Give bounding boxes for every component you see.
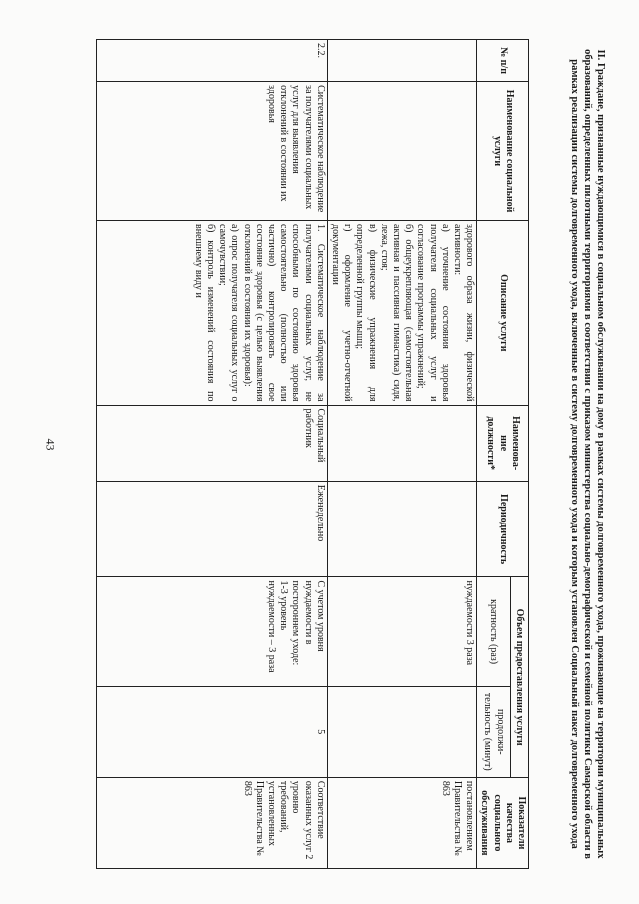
header-service-name: Наименование социальной услуги <box>477 82 529 221</box>
table-row <box>327 40 476 869</box>
page-number: 43 <box>43 438 58 451</box>
header-quality: Показатели качества социального обслуживания <box>477 777 529 868</box>
cell-quality: Соответствие оказанных услуг 2 уровню требований, установленных Правительства № 863 <box>96 777 327 868</box>
cell-position: Социальный работник <box>96 405 327 481</box>
cell-frequency: С учетом уровня нуждаемости в постороннем уходе: 1-3 уровень нуждаемости – 3 раза <box>96 577 327 686</box>
rotated-table-sheet <box>97 39 607 869</box>
header-frequency: кратность (раз) <box>477 577 510 686</box>
cell-duration <box>327 686 476 777</box>
cell-periodicity <box>327 481 476 577</box>
cell-description: здорового образа жизни, физической активности: а) уточнение состояния здоровья получателя социальных услуг и согласование программы упражнений; б) общеукрепляющая (самостоятельная активная и пассивная гимнастика) сидя, лежа, стоя; в) физические упражнения для определенной группы мышц; г) оформление учетно-отчетной документации <box>327 221 476 405</box>
cell-quality: постановлением Правительства № 863 <box>327 777 476 868</box>
cell-duration: 5 <box>96 686 327 777</box>
header-description: Описание услуги <box>477 221 529 405</box>
header-num: № п/п <box>477 40 529 82</box>
cell-num <box>327 40 476 82</box>
table-row <box>96 40 327 869</box>
cell-service-name: Систематическое наблюдение за получателями социальных услуг для выявления отклонений в состоянии их здоровья <box>96 82 327 221</box>
cell-frequency: нуждаемости 3 раза <box>327 577 476 686</box>
header-position: Наименова-ние должности* <box>477 405 529 481</box>
header-volume: Объем предоставления услуги <box>510 577 528 777</box>
section-heading: II. Граждане, признанные нуждающимися в социальном обслуживании на дому в рамках системы долговременного ухода, проживающие на территории муниципальных образований, определенных пилотными территориями в соответствии с приказом министерства социально-демографической и семейной политики Самарской области в рамках реализации системы долговременного ухода, включенные в систему долговременного ухода и которым установлен Социальный пакет долговременного ухода <box>569 49 606 859</box>
header-duration: продолжи-тельность (минут) <box>477 686 510 777</box>
header-periodicity: Периодичность <box>477 481 529 577</box>
cell-periodicity: Еженедельно <box>96 481 327 577</box>
cell-description: 1. Систематическое наблюдение за получателями социальных услуг, не способными по состоянию здоровья самостоятельно (полностью или частично) контролировать свое состояние здоровья (с целью выявления отклонений в состоянии их здоровья): а) опрос получателя социальных услуг о самочувствии; б) контроль изменений состояния по внешнему виду и <box>96 221 327 405</box>
cell-service-name <box>327 82 476 221</box>
services-table <box>96 39 529 869</box>
cell-num: 2.2. <box>96 40 327 82</box>
cell-position <box>327 405 476 481</box>
